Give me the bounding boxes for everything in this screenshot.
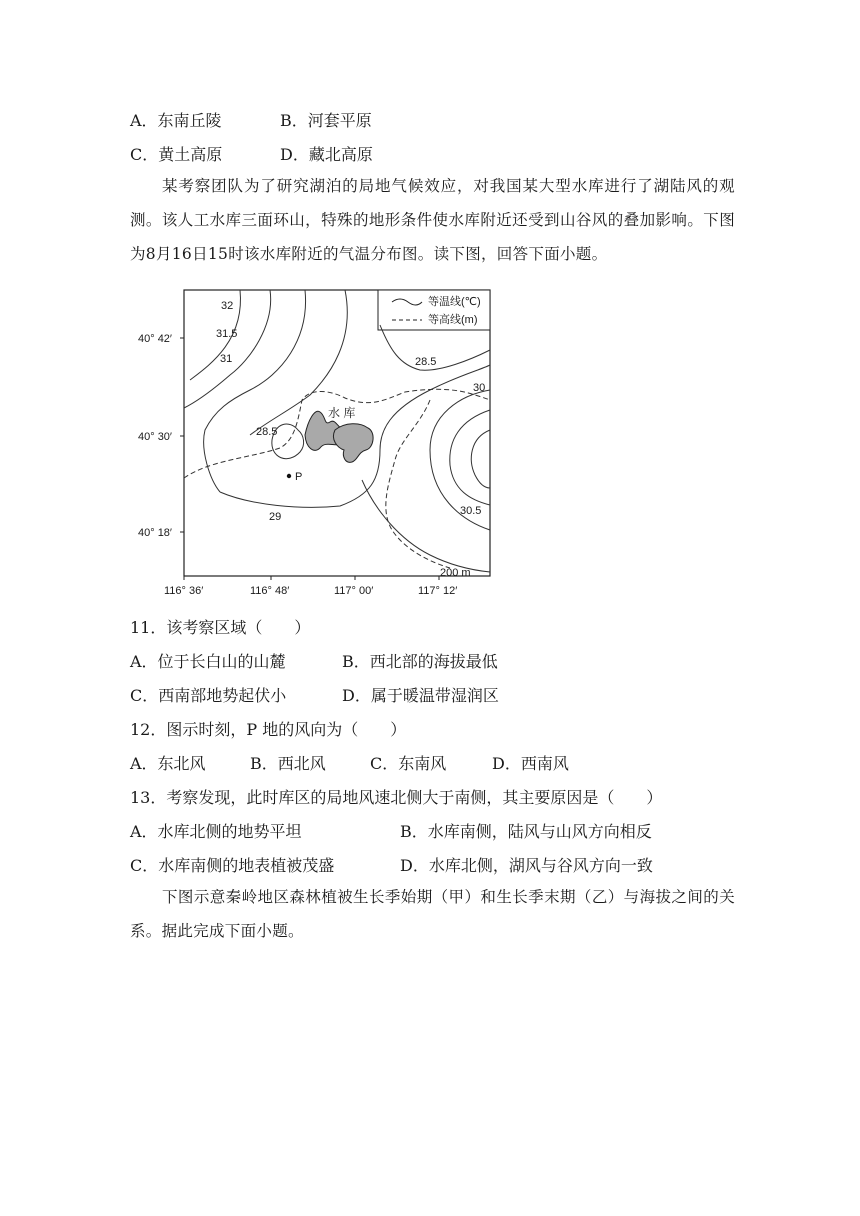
q13-option-a: A．水库北侧的地势平坦 bbox=[130, 822, 302, 841]
q11-options-row2 bbox=[130, 686, 499, 706]
reservoir-east-lobe bbox=[333, 424, 373, 463]
q13-option-b: B．水库南侧，陆风与山风方向相反 bbox=[400, 822, 652, 841]
isotherm-label-28-5-north: 28.5 bbox=[415, 356, 437, 368]
isotherm-label-29: 29 bbox=[269, 511, 282, 523]
lon-label-116-36: 116° 36′ bbox=[164, 585, 204, 597]
q11-stem: 11．该考察区域（ ） bbox=[130, 618, 311, 637]
isotherm-31 bbox=[204, 290, 306, 492]
isotherm-label-28-5-loop: 28.5 bbox=[256, 426, 278, 438]
q11-option-b: B．西北部的海拔最低 bbox=[342, 652, 498, 671]
q12-option-b: B．西北风 bbox=[250, 754, 326, 773]
q13-stem: 13．考察发现，此时库区的局地风速北侧大于南侧，其主要原因是（ ） bbox=[130, 788, 663, 807]
isotherm-label-31-5: 31.5 bbox=[216, 328, 238, 340]
legend-contour-text: 等高线(m) bbox=[428, 314, 478, 326]
q12-options-row bbox=[130, 754, 569, 774]
q11-option-d: D．属于暖温带湿润区 bbox=[342, 686, 499, 705]
point-p-marker bbox=[287, 474, 291, 478]
reservoir-label: 水 库 bbox=[328, 406, 356, 420]
lat-label-30: 40° 30′ bbox=[138, 431, 172, 443]
q12-stem: 12．图示时刻，P 地的风向为（ ） bbox=[130, 720, 407, 739]
lat-label-18: 40° 18′ bbox=[138, 527, 172, 539]
q13-options-row2 bbox=[130, 856, 653, 876]
lon-label-117-00: 117° 00′ bbox=[334, 585, 374, 597]
intro-paragraph-reservoir: 某考察团队为了研究湖泊的局地气候效应，对我国某大型水库进行了湖陆风的观测。该人工水库三面环山，特殊的地形条件使水库附近还受到山谷风的叠加影响。下图为8月16日15时该水库附近的气温分布图。读下图，回答下面小题。 bbox=[130, 177, 735, 263]
q13-option-d: D．水库北侧，湖风与谷风方向一致 bbox=[400, 856, 653, 875]
q13-option-c: C．水库南侧的地表植被茂盛 bbox=[130, 856, 335, 875]
q10-options-row2 bbox=[130, 145, 373, 165]
q10-option-d: D．藏北高原 bbox=[280, 145, 373, 164]
q10-option-b: B．河套平原 bbox=[280, 111, 372, 130]
q10-option-c: C．黄土高原 bbox=[130, 145, 223, 164]
q11-option-a: A．位于长白山的山麓 bbox=[130, 652, 286, 671]
isotherm-label-30: 30 bbox=[473, 382, 486, 394]
q12-option-c: C．东南风 bbox=[370, 754, 447, 773]
q10-option-a: A．东南丘陵 bbox=[130, 111, 222, 130]
point-p-label: P bbox=[295, 471, 303, 483]
lon-label-117-12: 117° 12′ bbox=[418, 585, 458, 597]
q12-option-d: D．西南风 bbox=[492, 754, 569, 773]
q13-options-row1 bbox=[130, 822, 652, 842]
lon-label-116-48: 116° 48′ bbox=[250, 585, 290, 597]
q12-option-a: A．东北风 bbox=[130, 754, 206, 773]
q10-options-row1 bbox=[130, 111, 372, 131]
contour-200m-east bbox=[386, 400, 450, 568]
isotherm-label-30-5: 30.5 bbox=[460, 505, 482, 517]
q11-option-c: C．西南部地势起伏小 bbox=[130, 686, 287, 705]
temperature-contour-map bbox=[130, 280, 510, 600]
isotherm-31-east bbox=[471, 430, 490, 488]
isotherm-30-5 bbox=[450, 410, 490, 505]
legend-isotherm-text: 等温线(℃) bbox=[428, 296, 481, 308]
intro-paragraph-qinling: 下图示意秦岭地区森林植被生长季始期（甲）和生长季末期（乙）与海拔之间的关系。据此完成下面小题。 bbox=[130, 888, 735, 940]
q11-options-row1 bbox=[130, 652, 498, 672]
contour-label-200m: 200 m bbox=[440, 567, 471, 579]
lat-label-42: 40° 42′ bbox=[138, 333, 172, 345]
isotherm-label-31: 31 bbox=[220, 353, 233, 365]
isotherm-label-32: 32 bbox=[221, 300, 234, 312]
